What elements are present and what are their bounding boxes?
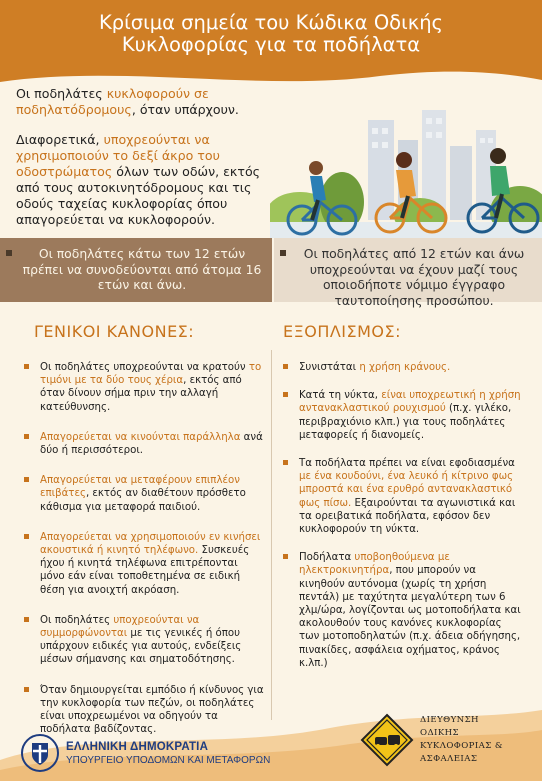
equipment-rule-item: Ποδήλατα υποβοηθούμενα με ηλεκτροκινητήρα, που μπορούν να κινηθούν αυτόνομα (χωρίς τη χρήση πεντάλ) με ταχύτητα μεγαλύτερη των 6 χλμ/ώρα, λογίζονται ως μοτοποδήλατα και ακολουθούν τους κανόνες κυκλοφορίας των μοτοποδηλατών (π.χ. άδεια οδήγησης, πινακίδες, ασφάλεια οχήματος, κράνος κ.λπ.) [283, 551, 523, 670]
bullet-square-icon [24, 364, 29, 369]
bullet-square-icon [24, 617, 29, 622]
equipment-heading: ΕΞΟΠΛΙΣΜΟΣ: [283, 322, 402, 341]
general-rule-item: Οι ποδηλάτες υποχρεούνται να κρατούν το τιμόνι με τα δύο τους χέρια, εκτός από όταν δίνουν σήμα πριν την αλλαγή κατεύθυνσης. [24, 361, 264, 414]
rule-over-12: Οι ποδηλάτες από 12 ετών και άνω υποχρεούνται να έχουν μαζί τους οποιοδήποτε νόμιμο έγγραφο ταυτοποίησης προσώπου. [272, 238, 542, 302]
header-banner [0, 0, 542, 90]
general-rule-item: Απαγορεύεται να μεταφέρουν επιπλέον επιβάτες, εκτός αν διαθέτουν πρόσθετο κάθισμα για μεταφορά παιδιού. [24, 474, 264, 514]
bullet-square-icon [283, 392, 288, 397]
bullet-square-icon [283, 460, 288, 465]
equipment-section [283, 322, 523, 685]
general-rules-list [24, 361, 264, 736]
equipment-list [283, 361, 523, 670]
government-logo [20, 733, 270, 773]
general-rule-item: Απαγορεύεται να κινούνται παράλληλα ανά δύο ή περισσότεροι. [24, 431, 264, 457]
dept-line-3: ΚΥΚΛΟΦΟΡΙΑΣ & [420, 741, 503, 751]
equipment-rule-item: Κατά τη νύκτα, είναι υποχρεωτική η χρήση αντανακλαστικού ρουχισμού (π.χ. γιλέκο, περιβραχιόνιο κλπ.) για τους ποδηλάτες μεταφορείς ή διανομείς. [283, 389, 523, 442]
page-title: Κρίσιμα σημεία του Κώδικα Οδικής Κυκλοφορίας για τα ποδήλατα [98, 11, 443, 56]
general-rule-item: Απαγορεύεται να χρησιμοποιούν εν κινήσει ακουστικά ή κινητό τηλέφωνο. Συσκευές ήχου ή κινητά τηλέφωνα επιτρέπονται μόνο εάν είναι τοποθετημένα σε ειδική θέση για ανοιχτή ακρόαση. [24, 531, 264, 597]
bullet-square-icon [24, 477, 29, 482]
ministry-name: ΥΠΟΥΡΓΕΙΟ ΥΠΟΔΟΜΩΝ ΚΑΙ ΜΕΤΑΦΟΡΩΝ [66, 754, 271, 766]
bullet-square-icon [280, 250, 286, 256]
dept-line-4: ΑΣΦΑΛΕΙΑΣ [420, 754, 478, 764]
general-rule-item: Οι ποδηλάτες υποχρεούνται να συμμορφώνονται με τις γενικές ή όπου υπάρχουν ειδικές για αυτούς, ενδείξεις μέσων σήμανσης και σηματοδότησης. [24, 614, 264, 667]
bullet-square-icon [24, 534, 29, 539]
intro-text [16, 86, 286, 242]
road-sign-icon [360, 713, 414, 767]
age-rules-band [0, 238, 542, 308]
bullet-square-icon [283, 554, 288, 559]
greek-emblem-icon [20, 733, 60, 773]
general-rules-section [24, 322, 264, 753]
intro-paragraph-2: Διαφορετικά, υποχρεούνται να χρησιμοποιούν το δεξί άκρο του οδοστρώματος όλων των οδών, εκτός από τους αυτοκινητόδρομους και τις οδούς ταχείας κυκλοφορίας όπου απαγορεύεται να κυκλοφορούν. [16, 132, 261, 227]
column-divider [271, 350, 272, 720]
dept-line-2: ΟΔΙΚΗΣ [420, 728, 460, 738]
dept-line-1: ΔΙΕΥΘΥΝΣΗ [420, 715, 479, 725]
cyclists-illustration [270, 92, 542, 242]
bullet-square-icon [6, 250, 12, 256]
equipment-rule-item: Συνιστάται η χρήση κράνους. [283, 361, 523, 374]
department-logo [360, 713, 503, 767]
general-rule-item: Όταν δημιουργείται εμπόδιο ή κίνδυνος για την κυκλοφορία των πεζών, οι ποδηλάτες είναι υποχρεωμένοι να οδηγούν τα ποδήλατα βαδίζοντας. [24, 684, 264, 737]
bullet-square-icon [283, 364, 288, 369]
equipment-rule-item: Τα ποδήλατα πρέπει να είναι εφοδιασμένα με ένα κουδούνι, ένα λευκό ή κίτρινο φως μπροστά και ένα ερυθρό αντανακλαστικό φως πίσω. Εξαιρούνται τα αγωνιστικά και τα ορειβατικά ποδήλατα, εφόσον δεν κυκλοφορούν τη νύκτα. [283, 457, 523, 536]
gov-name: ΕΛΛΗΝΙΚΗ ΔΗΜΟΚΡΑΤΙΑ [66, 740, 209, 753]
general-rules-heading: ΓΕΝΙΚΟΙ ΚΑΝΟΝΕΣ: [34, 322, 195, 341]
rule-under-12: Οι ποδηλάτες κάτω των 12 ετών πρέπει να συνοδεύονται από άτομα 16 ετών και άνω. [0, 238, 272, 302]
intro-paragraph-1: Οι ποδηλάτες κυκλοφορούν σε ποδηλατόδρομους, όταν υπάρχουν. [16, 86, 239, 117]
bullet-square-icon [24, 434, 29, 439]
